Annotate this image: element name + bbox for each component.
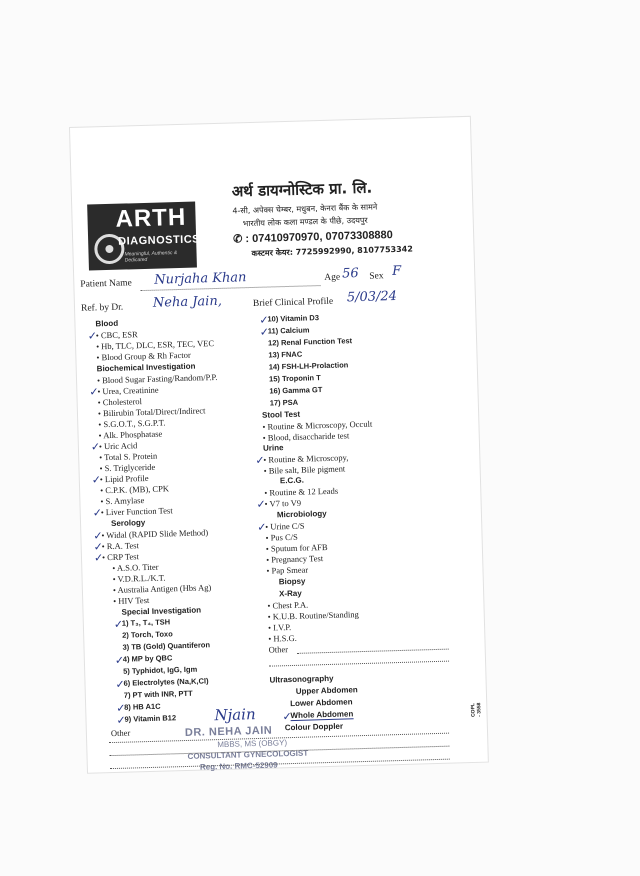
test-xray-4: • H.S.G. bbox=[268, 632, 297, 644]
test-vdrl: • V.D.R.L./K.T. bbox=[112, 572, 166, 584]
other-line-right-2 bbox=[269, 661, 449, 667]
test-widal: ✓ • Widal (RAPID Slide Method) bbox=[93, 527, 209, 543]
test-s3: 3) TB (Gold) Quantiferon bbox=[122, 640, 211, 652]
test-micro-4: • Pregnancy Test bbox=[265, 553, 324, 565]
test-stool-1: • Routine & Microscopy, Occult bbox=[262, 418, 373, 432]
test-micro-3: • Sputum for AFB bbox=[265, 541, 328, 554]
stamp-title: CONSULTANT GYNECOLOGIST bbox=[187, 748, 309, 761]
test-amylase: • S. Amylase bbox=[100, 495, 145, 507]
test-xray-2: • K.U.B. Routine/Standing bbox=[267, 609, 359, 622]
sec-serology: Serology bbox=[110, 518, 146, 529]
sec-xray: X-Ray bbox=[278, 588, 302, 599]
ref-by-label: Ref. by Dr. bbox=[80, 302, 124, 314]
test-alk: • Alk. Phosphatase bbox=[98, 428, 163, 441]
patient-name-value: Nurjaha Khan bbox=[154, 270, 247, 288]
sec-special: Special Investigation bbox=[121, 605, 202, 617]
age-value: 56 bbox=[341, 265, 359, 282]
test-hiv: • HIV Test bbox=[113, 594, 150, 606]
test-ra: ✓ • R.A. Test bbox=[93, 540, 140, 554]
test-blood-group: • Blood Group & Rh Factor bbox=[96, 349, 191, 363]
other-label-right: Other bbox=[268, 644, 289, 655]
sec-biochem: Biochemical Investigation bbox=[96, 361, 196, 374]
sec-usg: Ultrasonography bbox=[269, 673, 334, 685]
address-line-2: भारतीय लोक कला मण्डल के पीछे, उदयपुर bbox=[242, 215, 368, 229]
check-icon: ✓ bbox=[255, 453, 265, 467]
clinical-profile-label: Brief Clinical Profile bbox=[252, 296, 334, 309]
test-bilirubin: • Bilirubin Total/Direct/Indirect bbox=[97, 405, 206, 419]
test-r12: 12) Renal Function Test bbox=[267, 336, 353, 348]
test-r13: 13) FNAC bbox=[268, 349, 303, 360]
test-sgot: • S.G.O.T., S.G.P.T. bbox=[98, 417, 166, 430]
check-icon: ✓ bbox=[116, 701, 126, 715]
test-hb: • Hb, TLC, DLC, ESR, TEC, VEC bbox=[95, 338, 215, 352]
sec-urine: Urine bbox=[262, 443, 284, 453]
test-r14: 14) FSH-LH-Prolaction bbox=[268, 360, 349, 372]
test-urea: ✓ • Urea, Creatinine bbox=[89, 384, 159, 399]
test-s5: 5) Typhidot, IgG, Igm bbox=[123, 664, 198, 676]
test-protein: • Total S. Protein bbox=[99, 450, 158, 463]
check-icon: ✓ bbox=[93, 540, 104, 554]
test-ecg-2: ✓ • V7 to V9 bbox=[256, 497, 302, 511]
patient-name-label: Patient Name bbox=[80, 278, 132, 290]
test-ecg-1: • Routine & 12 Leads bbox=[264, 485, 339, 498]
check-icon: ✓ bbox=[90, 440, 101, 454]
test-triglyceride: • S. Triglyceride bbox=[99, 461, 156, 474]
stamp-reg: Reg. No. RMC-52909 bbox=[199, 760, 278, 772]
phone-numbers: ✆ : 07410970970, 07073308880 bbox=[233, 229, 393, 246]
test-s7: 7) PT with INR, PTT bbox=[123, 688, 193, 700]
other-line-right bbox=[297, 649, 449, 654]
test-cholesterol: • Cholesterol bbox=[97, 396, 143, 408]
check-icon: ✓ bbox=[89, 385, 99, 399]
stamp-degree: MBBS, MS (OBGY) bbox=[217, 738, 288, 750]
arth-logo bbox=[87, 202, 201, 271]
test-s9: ✓ 9) Vitamin B12 bbox=[116, 713, 177, 727]
test-lft: ✓ • Liver Function Test bbox=[92, 505, 173, 520]
test-micro-5: • Pap Smear bbox=[266, 564, 309, 576]
check-icon: ✓ bbox=[259, 313, 269, 327]
sec-biopsy: Biopsy bbox=[278, 576, 306, 587]
test-s2: 2) Torch, Toxo bbox=[122, 629, 173, 640]
test-aso: • A.S.O. Titer bbox=[112, 561, 159, 573]
other-line-3 bbox=[110, 759, 450, 772]
sex-label: Sex bbox=[369, 271, 384, 282]
sex-value: F bbox=[391, 263, 402, 280]
test-micro-1: ✓ • Urine C/S bbox=[257, 520, 305, 534]
check-icon: ✓ bbox=[113, 617, 124, 631]
side-code: COPL - 3558 bbox=[470, 702, 483, 718]
test-r15: 15) Troponin T bbox=[268, 373, 321, 384]
test-r10: ✓ 10) Vitamin D3 bbox=[259, 313, 320, 327]
check-icon: ✓ bbox=[114, 653, 125, 667]
test-cbc: ✓ • CBC, ESR bbox=[87, 329, 138, 343]
check-icon: ✓ bbox=[92, 506, 103, 520]
phone-icon: ✆ : bbox=[233, 232, 253, 246]
test-australia: • Australia Antigen (Hbs Ag) bbox=[112, 582, 212, 595]
test-r11: ✓ 11) Calcium bbox=[259, 325, 310, 339]
check-icon: ✓ bbox=[87, 329, 98, 343]
requisition-slip bbox=[70, 117, 488, 773]
test-s8: ✓ 8) HB A1C bbox=[116, 701, 161, 715]
test-usg-4: Colour Doppler bbox=[284, 721, 344, 733]
sec-stool: Stool Test bbox=[261, 409, 301, 420]
test-s6: ✓ 6) Electrolytes (Na,K,Cl) bbox=[115, 676, 209, 691]
test-stool-2: • Blood, disaccharide test bbox=[262, 430, 350, 443]
test-usg-2: Lower Abdomen bbox=[290, 697, 353, 709]
test-r17: 17) PSA bbox=[269, 397, 299, 408]
test-r16: 16) Gamma GT bbox=[269, 385, 323, 396]
check-icon: ✓ bbox=[257, 520, 267, 534]
test-s1: ✓ 1) T₃, T₄, TSH bbox=[113, 617, 171, 631]
test-xray-3: • I.V.P. bbox=[267, 622, 292, 633]
check-icon: ✓ bbox=[259, 325, 270, 339]
test-usg-1: Upper Abdomen bbox=[295, 685, 358, 696]
stamp-name: DR. NEHA JAIN bbox=[184, 724, 273, 740]
clinical-profile-value: 5/03/24 bbox=[346, 288, 398, 306]
test-urine-1: ✓ • Routine & Microscopy, bbox=[255, 452, 349, 467]
sec-blood: Blood bbox=[95, 318, 119, 329]
test-urine-2: • Bile salt, Bile pigment bbox=[263, 463, 346, 476]
test-usg-3: ✓ Whole Abdomen bbox=[282, 709, 354, 724]
logo-tagline: Meaningful, Authentic & Dedicated bbox=[124, 250, 178, 264]
test-micro-2: • Pus C/S bbox=[265, 531, 298, 543]
test-lipid: ✓ • Lipid Profile bbox=[91, 472, 149, 487]
address-line-1: 4-सी, अपेक्स चेम्बर, मधुबन, केनरा बैंक के सामने bbox=[232, 202, 378, 216]
check-icon: ✓ bbox=[116, 713, 126, 727]
check-icon: ✓ bbox=[93, 529, 103, 543]
logo-sub: DIAGNOSTICS bbox=[118, 233, 201, 248]
sec-ecg: E.C.G. bbox=[279, 475, 305, 486]
test-s4: ✓ 4) MP by QBC bbox=[114, 653, 173, 667]
test-uric: ✓ • Uric Acid bbox=[90, 440, 138, 454]
doctor-signature: Njain bbox=[214, 705, 256, 725]
test-sugar: • Blood Sugar Fasting/Random/P.P. bbox=[96, 371, 218, 386]
other-label-left: Other bbox=[110, 727, 131, 739]
check-icon: ✓ bbox=[256, 497, 266, 511]
hindi-title: अर्थ डायग्नोस्टिक प्रा. लि. bbox=[231, 178, 373, 201]
test-crp: ✓ • CRP Test bbox=[93, 551, 139, 565]
customer-care: कस्टमर केयर: 7725992990, 8107753342 bbox=[251, 244, 413, 258]
check-icon: ✓ bbox=[282, 710, 292, 724]
check-icon: ✓ bbox=[115, 677, 125, 691]
ref-by-value: Neha Jain, bbox=[152, 293, 223, 311]
test-cpk: • C.P.K. (MB), CPK bbox=[99, 483, 170, 496]
check-icon: ✓ bbox=[91, 473, 102, 487]
logo-name: ARTH bbox=[115, 203, 187, 233]
check-icon: ✓ bbox=[93, 551, 104, 565]
age-label: Age bbox=[324, 272, 341, 283]
test-xray-1: • Chest P.A. bbox=[267, 599, 309, 611]
sec-micro: Microbiology bbox=[276, 508, 327, 520]
